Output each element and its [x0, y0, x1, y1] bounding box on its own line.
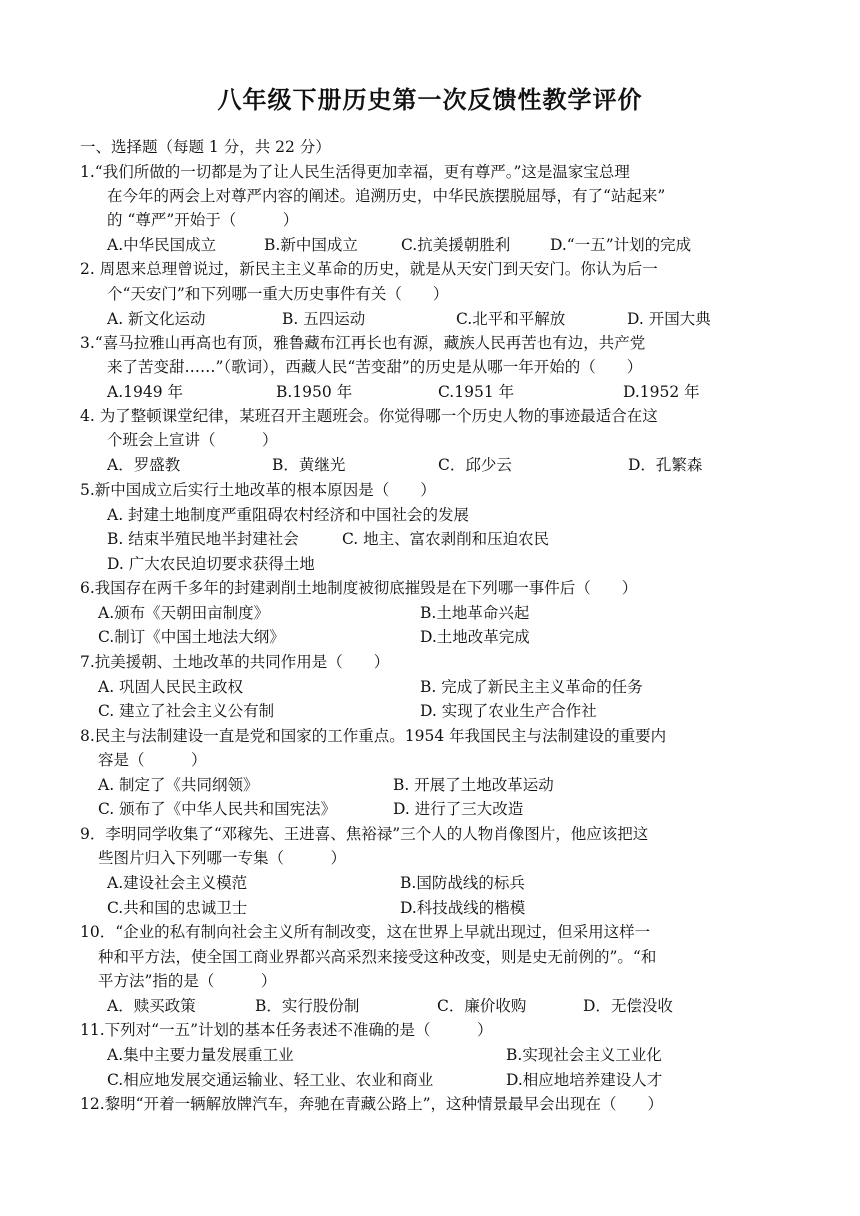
question-1-stem-2: 在今年的两会上对尊严内容的阐述。追溯历史，中华民族摆脱屈辱，有了“站起来” — [107, 187, 666, 205]
question-4-option-c: C．邱少云 — [438, 456, 512, 474]
question-6-option-d: D.土地改革完成 — [420, 628, 530, 646]
question-2-option-c: C.北平和平解放 — [456, 310, 566, 328]
question-1-option-a: A.中华民国成立 — [107, 236, 217, 254]
question-3-stem-2: 来了苦变甜……”（歌词），西藏人民“苦变甜”的历史是从哪一年开始的（ ） — [107, 358, 643, 376]
question-7-option-d: D. 实现了农业生产合作社 — [420, 702, 597, 720]
question-7-option-a: A. 巩固人民民主政权 — [98, 678, 244, 696]
question-5-option-c: C. 地主、富农剥削和压迫农民 — [342, 530, 550, 548]
section-heading: 一、选择题（每题 1 分，共 22 分） — [80, 138, 331, 156]
question-10-option-d: D．无偿没收 — [583, 997, 673, 1015]
question-3-option-c: C.1951 年 — [438, 383, 515, 401]
question-9-option-d: D.科技战线的楷模 — [400, 899, 526, 917]
question-1-stem-3: 的 “尊严”开始于（ ） — [107, 211, 299, 229]
question-6-option-b: B.土地革命兴起 — [420, 604, 530, 622]
question-9-option-b: B.国防战线的标兵 — [400, 874, 525, 892]
question-6-stem-1: 6.我国存在两千多年的封建剥削土地制度被彻底摧毁是在下列哪一事件后（ ） — [80, 579, 638, 597]
question-6-option-a: A.颁布《天朝田亩制度》 — [98, 604, 270, 622]
question-5-option-a: A. 封建土地制度严重阻碍农村经济和中国社会的发展 — [107, 506, 470, 524]
question-10-stem-3: 平方法”指的是（ ） — [98, 972, 277, 990]
question-8-stem-2: 容是（ ） — [98, 751, 207, 769]
question-8-option-b: B. 开展了土地改革运动 — [393, 776, 554, 794]
question-1-option-d: D.“一五”计划的完成 — [550, 236, 692, 254]
question-7-option-c: C. 建立了社会主义公有制 — [98, 702, 275, 720]
question-1-option-c: C.抗美援朝胜利 — [401, 236, 511, 254]
question-8-stem-1: 8.民主与法制建设一直是党和国家的工作重点。1954 年我国民主与法制建设的重要内 — [80, 727, 667, 745]
question-7-option-b: B. 完成了新民主主义革命的任务 — [420, 678, 643, 696]
question-1-stem-1: 1.“我们所做的一切都是为了让人民生活得更加幸福，更有尊严。”这是温家宝总理 — [80, 163, 630, 181]
question-7-stem-1: 7.抗美援朝、土地改革的共同作用是（ ） — [80, 653, 390, 671]
question-10-option-b: B．实行股份制 — [255, 997, 360, 1015]
question-9-stem-2: 些图片归入下列哪一专集（ ） — [98, 849, 347, 867]
question-5-option-d: D. 广大农民迫切要求获得土地 — [107, 555, 315, 573]
question-4-option-d: D．孔繁森 — [628, 456, 703, 474]
question-11-option-a: A.集中主要力量发展重工业 — [107, 1046, 294, 1064]
question-10-option-a: A．赎买政策 — [107, 997, 196, 1015]
question-2-stem-2: 个“天安门”和下列哪一重大历史事件有关（ ） — [107, 285, 449, 303]
question-4-option-b: B．黄继光 — [272, 456, 346, 474]
question-2-option-a: A. 新文化运动 — [107, 310, 206, 328]
question-5-stem-1: 5.新中国成立后实行土地改革的根本原因是（ ） — [80, 481, 436, 499]
question-11-option-d: D.相应地培养建设人才 — [506, 1071, 663, 1089]
question-9-option-a: A.建设社会主义模范 — [107, 874, 248, 892]
page-title: 八年级下册历史第一次反馈性教学评价 — [217, 86, 643, 114]
question-9-option-c: C.共和国的忠诚卫士 — [107, 899, 248, 917]
question-11-stem-1: 11.下列对“一五”计划的基本任务表述不准确的是（ ） — [80, 1021, 493, 1039]
question-4-stem-2: 个班会上宣讲（ ） — [107, 431, 278, 449]
question-1-option-b: B.新中国成立 — [264, 236, 358, 254]
question-3-option-a: A.1949 年 — [107, 383, 183, 401]
question-6-option-c: C.制订《中国土地法大纲》 — [98, 628, 285, 646]
question-10-stem-1: 10．“企业的私有制向社会主义所有制改变，这在世界上早就出现过，但采用这样一 — [80, 923, 651, 941]
question-4-stem-1: 4. 为了整顿课堂纪律，某班召开主题班会。你觉得哪一个历史人物的事迹最适合在这 — [80, 407, 658, 425]
question-10-stem-2: 种和平方法，使全国工商业界都兴高采烈来接受这种改变，则是史无前例的”。“和 — [98, 948, 657, 966]
question-12-stem-1: 12.黎明“开着一辆解放牌汽车，奔驰在青藏公路上”，这种情景最早会出现在（ ） — [80, 1095, 664, 1113]
question-10-option-c: C．廉价收购 — [437, 997, 527, 1015]
question-11-option-c: C.相应地发展交通运输业、轻工业、农业和商业 — [107, 1071, 434, 1089]
question-11-option-b: B.实现社会主义工业化 — [506, 1046, 662, 1064]
question-8-option-c: C. 颁布了《中华人民共和国宪法》 — [98, 800, 337, 818]
question-2-option-b: B. 五四运动 — [282, 310, 366, 328]
question-2-stem-1: 2. 周恩来总理曾说过，新民主主义革命的历史，就是从天安门到天安门。你认为后一 — [80, 260, 658, 278]
question-8-option-d: D. 进行了三大改造 — [393, 800, 524, 818]
question-2-option-d: D. 开国大典 — [627, 310, 711, 328]
question-5-option-b: B. 结束半殖民地半封建社会 — [107, 530, 299, 548]
question-3-option-b: B.1950 年 — [276, 383, 353, 401]
question-4-option-a: A．罗盛教 — [107, 456, 181, 474]
question-8-option-a: A. 制定了《共同纲领》 — [98, 776, 259, 794]
question-3-option-d: D.1952 年 — [623, 383, 700, 401]
question-9-stem-1: 9．李明同学收集了“邓稼先、王进喜、焦裕禄”三个人的人物肖像图片，他应该把这 — [80, 825, 649, 843]
question-3-stem-1: 3.“喜马拉雅山再高也有顶，雅鲁藏布江再长也有源，藏族人民再苦也有边，共产党 — [80, 334, 646, 352]
